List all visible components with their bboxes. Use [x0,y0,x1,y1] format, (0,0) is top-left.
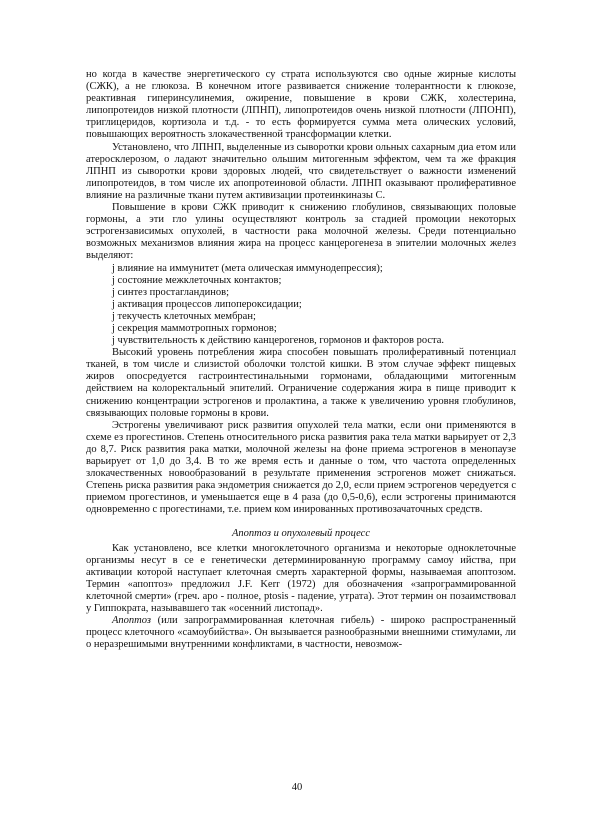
page-body [86,69,516,651]
paragraph-ldl: Установлено, что ЛПНП, выделенные из сыворотки крови ольных сахарным диа етом или атеросклерозом, о ладают значительно ольшим митогенным эффектом, чем та же фракция ЛПНП из сыворотки крови здоровых людей, что свидетельствует о важности изменений липопротеидов, в том числе их апопротеиновой области. ЛПНП оказывают пролиферативное влияние на различные ткани путем активизации протеинкиназы С. [86,141,516,201]
apoptosis-definition-text: (или запрограммированная клеточная гибель) - широко распространенный процесс клеточного «самоубийства». Он вызывается разнообразными внешними стимулами, ли о неразрешимыми внутренними конфликтами, в частности, невозмож- [86,615,516,651]
paragraph-ffa: Повышение в крови СЖК приводит к снижению глобулинов, связывающих половые гормоны, а эти гло улины осуществляют контроль за стадией промоции некоторых эстрогензависимых опухолей, в частности рака молочной железы. Среди потенциально возможных механизмов влияния жира на процесс канцерогенеза в эпителии молочных желез выделяют: [86,202,516,262]
mechanism-list [86,263,516,348]
paragraph-estrogens: Эстрогены увеличивают риск развития опухолей тела матки, если они применяются в схеме ез прогестинов. Степень относительного риска развития рака тела матки варьирует от 2,3 до 8,7. Риск развития рака матки, молочной железы на фоне приема эстрогенов в менопаузе варьирует от 1,0 до 3,4. В то же время есть и данные о том, что частота определенных злокачественных новообразований в результате применения эстрогенов может снижаться. Степень риска развития рака эндометрия снижается до 2,0, если прием эстрогенов чередуется с приемом прогестинов, и уменьшается еще в 4 раза (до 0,5-0,6), если эстрогены принимаются одновременно с прогестинами, т.е. прием ком инированных противозачаточных средств. [86,419,516,516]
list-item: j синтез простагландинов; [112,286,230,298]
list-item: j влияние на иммунитет (мета олическая иммунодепрессия); [112,262,383,274]
list-item: j состояние межклеточных контактов; [112,274,282,286]
list-item: j активация процессов липопероксидации; [112,298,302,310]
paragraph-apoptosis-intro: Как установлено, все клетки многоклеточного организма и некоторые одноклеточные организмы несут в се е генетически детерминированную программу самоу ийства, при активации которой наступает клеточная смерть характерной формы, называемая апоптозом. Термин «апоптоз» предложил J.F. Kerr (1972) для обозначения «запрограммированной клеточной смерти» (греч. apo - полное, ptosis - падение, утрата). Этот термин он позаимствовал у Гиппократа, называвшего так «осенний листопад». [86,542,516,615]
apoptosis-term: Апоптоз [112,615,151,627]
list-item: j чувствительность к действию канцерогенов, гормонов и факторов роста. [112,335,445,347]
list-item: j текучесть клеточных мембран; [112,310,256,322]
list-item: j секреция маммотропных гормонов; [112,322,277,334]
page-number: 40 [291,782,303,793]
paragraph-continuation: но когда в качестве энергетического су страта используются сво одные жирные кислоты (СЖК), а не глюкоза. В конечном итоге развивается снижение толерантности к глюкозе, реактивная гиперинсулинемия, ожирение, повышение в крови СЖК, холестерина, липопротеидов низкой плотности (ЛПНП), липопротеидов очень низкой плотности (ЛПОНП), триглицеридов, кортизола и т.д. - то есть формируется сумма мета олических условий, повышающих вероятность злокачественной трансформации клетки. [86,69,516,141]
paragraph-apoptosis-definition [86,615,516,651]
paragraph-fat-intake: Высокий уровень потребления жира способен повышать пролиферативный потенциал тканей, в том числе и слизистой оболочки толстой кишки. В этом случае эффект пищевых жиров опосредуется гастроинтестинальными гормонами, обладающими митогенным действием на колоректальный эпителий. Ограничение содержания жира в пище приводит к снижению концентрации эстрогенов и пролактина, а также к увеличению уровня глобулинов, связывающих половые гормоны в крови. [86,347,516,419]
section-heading: Апоптоз и опухолевый процесс [231,528,370,540]
